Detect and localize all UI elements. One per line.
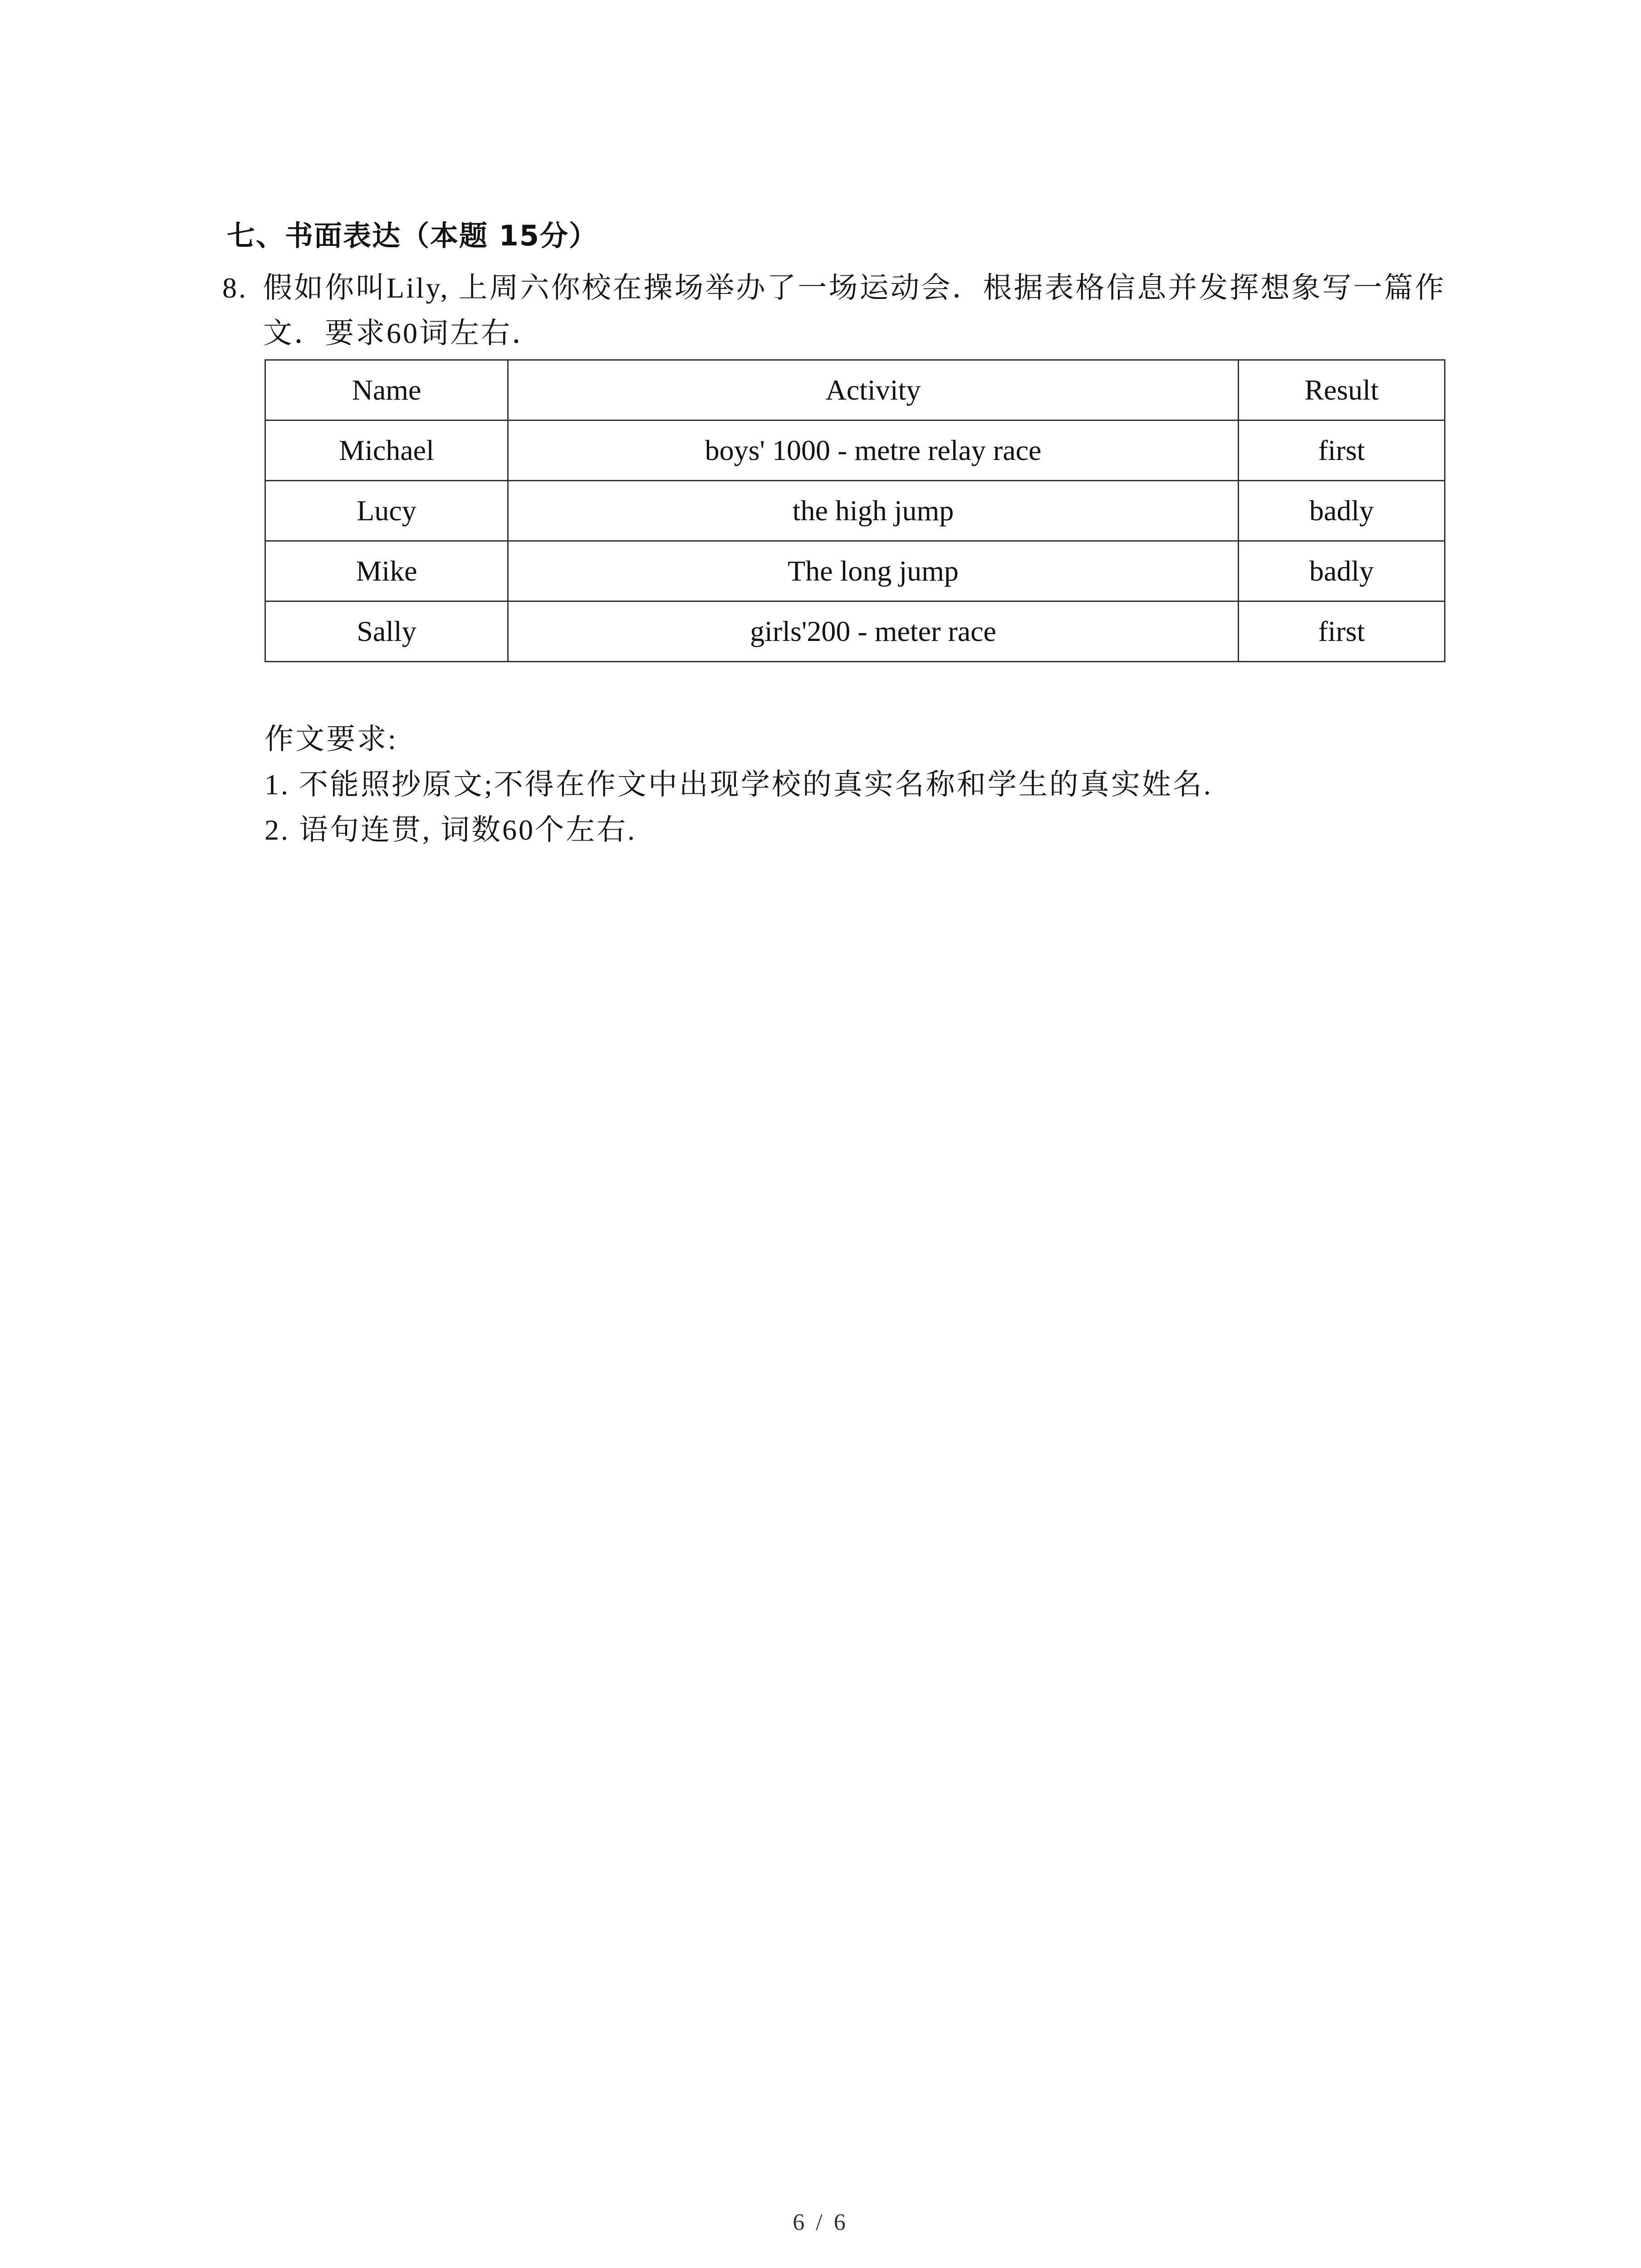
section-title: 七、书面表达（本题 15分） xyxy=(227,219,598,252)
cell-result: first xyxy=(1239,420,1445,481)
cell-name: Mike xyxy=(265,541,508,601)
table-row xyxy=(265,481,1445,541)
table-row xyxy=(265,541,1445,601)
cell-activity: The long jump xyxy=(508,541,1239,601)
cell-activity: girls'200 - meter race xyxy=(508,601,1239,662)
cell-result: badly xyxy=(1239,481,1445,541)
cell-name: Lucy xyxy=(265,481,508,541)
writing-requirements xyxy=(265,717,1213,853)
question-text-1: 假如你叫Lily, 上周六你校在操场举办了一场运动会．根据表格信息并发挥想象写一篇作 xyxy=(263,272,1446,304)
requirements-heading: 作文要求: xyxy=(265,723,398,755)
question-8 xyxy=(222,265,1447,356)
header-name: Name xyxy=(265,360,508,420)
question-line-2: 文．要求60词左右． xyxy=(263,317,543,349)
cell-name: Michael xyxy=(265,420,508,481)
cell-name: Sally xyxy=(265,601,508,662)
cell-result: badly xyxy=(1239,541,1445,601)
question-number: 8. xyxy=(222,272,248,304)
header-activity: Activity xyxy=(508,360,1239,420)
header-result: Result xyxy=(1239,360,1445,420)
cell-activity: the high jump xyxy=(508,481,1239,541)
table-row xyxy=(265,601,1445,662)
question-line-1 xyxy=(222,265,1447,311)
cell-activity: boys' 1000 - metre relay race xyxy=(508,420,1239,481)
requirement-item-1: 1. 不能照抄原文;不得在作文中出现学校的真实名称和学生的真实姓名. xyxy=(265,768,1213,801)
cell-result: first xyxy=(1239,601,1445,662)
results-table xyxy=(265,359,1445,662)
requirement-item-2: 2. 语句连贯, 词数60个左右. xyxy=(265,814,637,846)
table-row xyxy=(265,420,1445,481)
page-number: 6 / 6 xyxy=(793,2209,848,2235)
table-header-row xyxy=(265,360,1445,420)
